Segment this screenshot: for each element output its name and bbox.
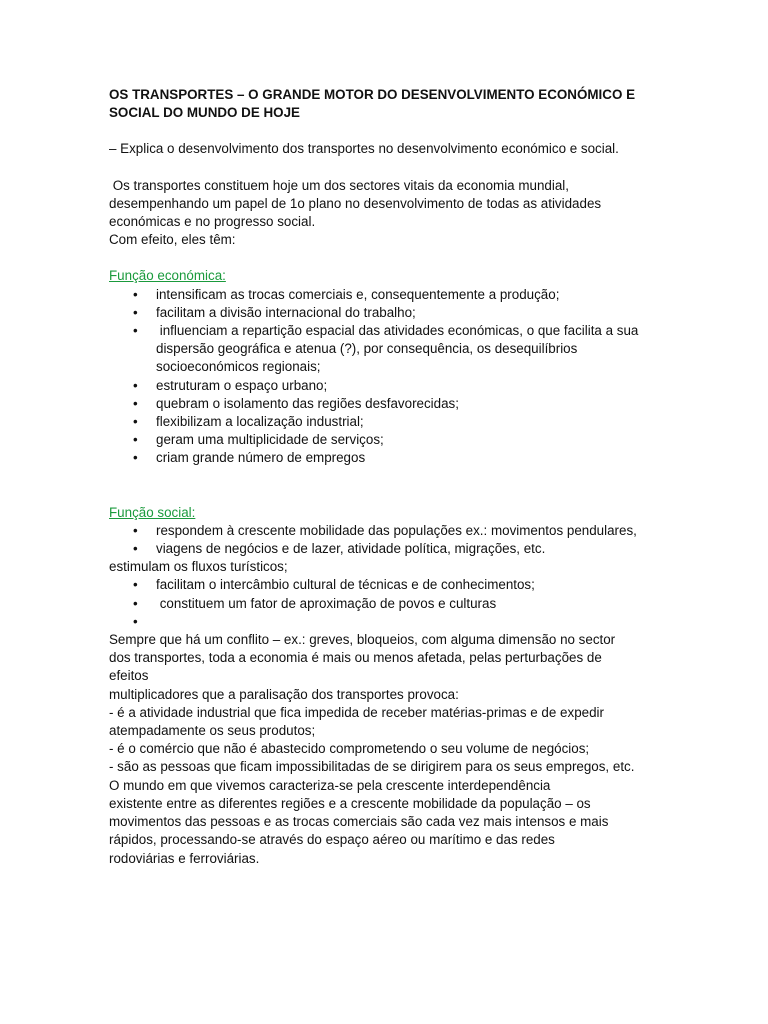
bullet-icon: •	[133, 304, 138, 320]
social-function-heading: Função social:	[109, 504, 196, 520]
list-item-text: criam grande número de empregos	[156, 450, 366, 466]
list-item-text: facilitam a divisão internacional do trabalho;	[156, 304, 416, 320]
social-function-list-b	[109, 576, 669, 631]
stray-line: estimulam os fluxos turísticos;	[109, 559, 288, 575]
closing-line: - é a atividade industrial que fica impedida de receber matérias-primas e de expedir	[109, 704, 604, 720]
list-item-text: quebram o isolamento das regiões desfavorecidas;	[156, 395, 459, 411]
closing-line: efeitos	[109, 668, 149, 684]
list-item-text: influenciam a repartição espacial das atividades económicas, o que facilita a sua dispersão geográfica e atenua (?), por consequência, os desequilíbrios socioeconómicos regionais;	[156, 323, 643, 375]
list-item-text: constituem um fator de aproximação de povos e culturas	[156, 595, 497, 611]
list-item-text: viagens de negócios e de lazer, atividade política, migrações, etc.	[156, 541, 546, 557]
closing-line: - é o comércio que não é abastecido comprometendo o seu volume de negócios;	[109, 741, 590, 757]
bullet-icon: •	[133, 595, 138, 611]
bullet-icon: •	[133, 395, 138, 411]
closing-line: Sempre que há um conflito – ex.: greves, bloqueios, com alguma dimensão no sector	[109, 632, 616, 648]
bullet-icon: •	[133, 522, 138, 538]
list-item	[133, 449, 669, 467]
list-item	[133, 322, 669, 377]
closing-line: - são as pessoas que ficam impossibilitadas de se dirigirem para os seus empregos, etc.	[109, 759, 635, 775]
closing-line: existente entre as diferentes regiões e a crescente mobilidade da população – os	[109, 795, 591, 811]
closing-paragraph	[109, 631, 669, 868]
list-item	[133, 431, 669, 449]
economic-function-list	[109, 286, 669, 468]
economic-function-heading: Função económica:	[109, 268, 226, 284]
bullet-icon: •	[133, 541, 138, 557]
document-body	[109, 86, 669, 868]
list-item	[133, 304, 669, 322]
list-item	[133, 613, 669, 631]
intro-line: Com efeito, eles têm:	[109, 232, 236, 248]
intro-line: Os transportes constituem hoje um dos sectores vitais da economia mundial,	[109, 177, 569, 193]
intro-paragraph	[109, 177, 669, 250]
list-item	[133, 377, 669, 395]
list-item-text: flexibilizam a localização industrial;	[156, 414, 364, 430]
bullet-icon: •	[133, 613, 138, 629]
closing-line: O mundo em que vivemos caracteriza-se pela crescente interdependência	[109, 777, 551, 793]
closing-line: atempadamente os seus produtos;	[109, 723, 316, 739]
closing-line: rápidos, processando-se através do espaço aéreo ou marítimo e das redes	[109, 832, 555, 848]
closing-line: dos transportes, toda a economia é mais ou menos afetada, pelas perturbações de	[109, 650, 602, 666]
bullet-icon: •	[133, 323, 138, 339]
list-item	[133, 413, 669, 431]
bullet-icon: •	[133, 577, 138, 593]
title-line: SOCIAL DO MUNDO DE HOJE	[109, 105, 300, 121]
list-item-text: intensificam as trocas comerciais e, consequentemente a produção;	[156, 286, 560, 302]
closing-line: movimentos das pessoas e as trocas comerciais são cada vez mais intensos e mais	[109, 814, 609, 830]
list-item	[133, 286, 669, 304]
document-title	[109, 86, 669, 122]
list-item-text: facilitam o intercâmbio cultural de técnicas e de conhecimentos;	[156, 577, 535, 593]
bullet-icon: •	[133, 377, 138, 393]
bullet-icon: •	[133, 286, 138, 302]
bullet-icon: •	[133, 432, 138, 448]
social-function-list-a	[109, 522, 669, 558]
list-item	[133, 540, 669, 558]
list-item	[133, 595, 669, 613]
intro-line: económicas e no progresso social.	[109, 214, 316, 230]
title-line: OS TRANSPORTES – O GRANDE MOTOR DO DESENVOLVIMENTO ECONÓMICO E	[109, 87, 636, 102]
list-item-text: estruturam o espaço urbano;	[156, 377, 328, 393]
bullet-icon: •	[133, 414, 138, 430]
list-item-text: geram uma multiplicidade de serviços;	[156, 432, 384, 448]
bullet-icon: •	[133, 450, 138, 466]
question-line: – Explica o desenvolvimento dos transportes no desenvolvimento económico e social.	[109, 141, 619, 157]
list-item	[133, 395, 669, 413]
closing-line: multiplicadores que a paralisação dos transportes provoca:	[109, 686, 459, 702]
list-item-text: respondem à crescente mobilidade das populações ex.: movimentos pendulares,	[156, 522, 637, 538]
closing-line: rodoviárias e ferroviárias.	[109, 850, 260, 866]
list-item	[133, 576, 669, 594]
intro-line: desempenhando um papel de 1o plano no desenvolvimento de todas as atividades	[109, 195, 602, 211]
list-item	[133, 522, 669, 540]
